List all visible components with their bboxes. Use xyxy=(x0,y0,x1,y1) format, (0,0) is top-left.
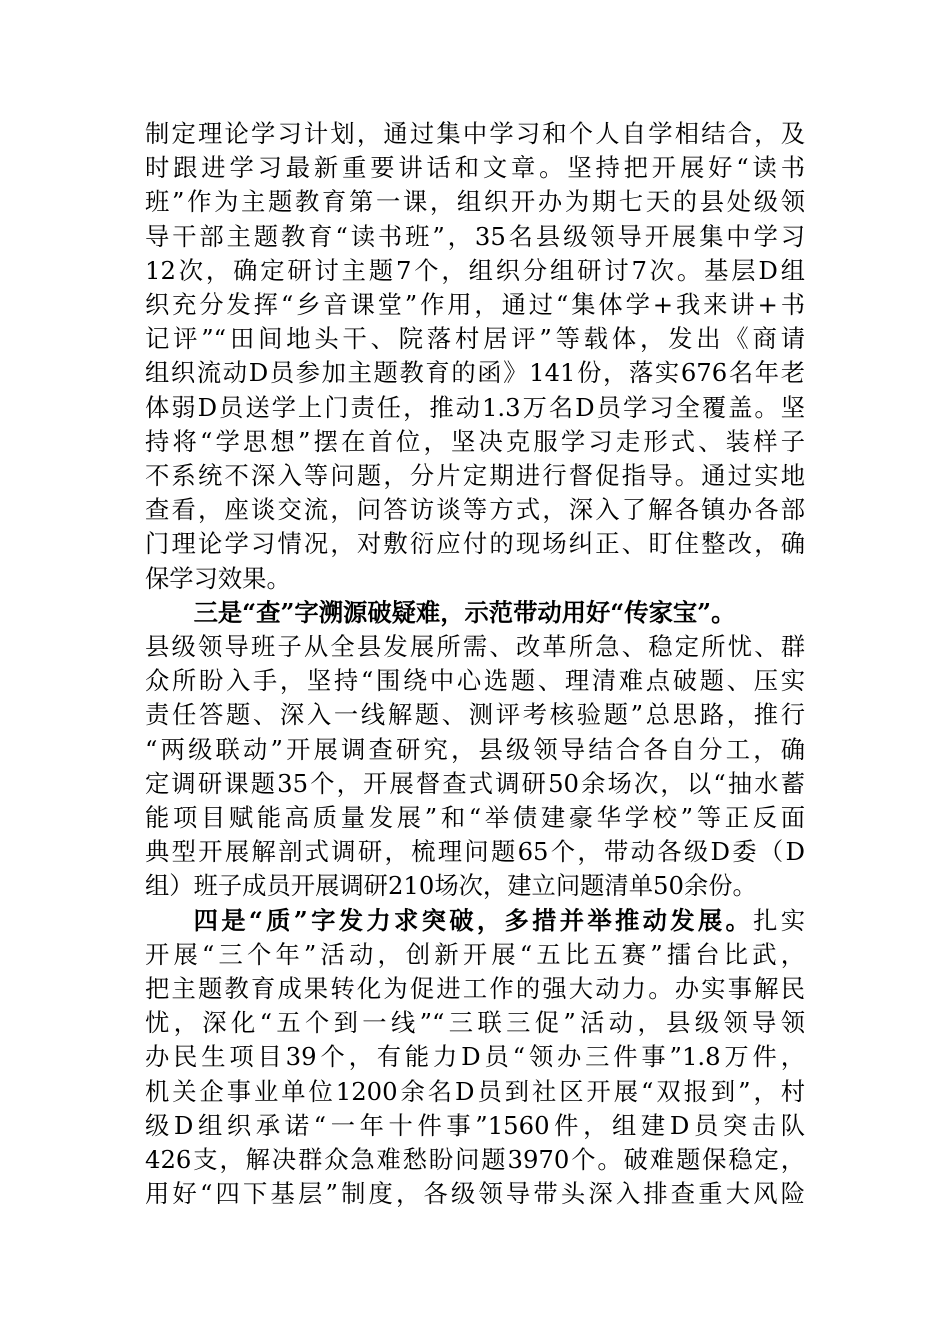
text-line: 持将“学思想”摆在首位，坚决克服学习走形式、装样子 xyxy=(145,426,805,456)
heading-tail-text: 扎实 xyxy=(753,905,805,935)
text-line: 办民生项目39个，有能力D员“领办三件事”1.8万件， xyxy=(145,1042,805,1072)
text-line: 能项目赋能高质量发展”和“举债建豪华学校”等正反面 xyxy=(145,803,805,833)
paragraph-investigation xyxy=(145,596,805,904)
text-line: 时跟进学习最新重要讲话和文章。坚持把开展好“读书 xyxy=(145,153,805,183)
text-line: 班”作为主题教育第一课，组织开办为期七天的县处级领 xyxy=(145,187,805,217)
text-line: 典型开展解剖式调研，梳理问题65个，带动各级D委（D xyxy=(145,837,805,867)
text-line: 定调研课题35个，开展督查式调研50余场次，以“抽水蓄 xyxy=(145,768,805,798)
paragraph-heading-line xyxy=(145,904,805,938)
text-line: 门理论学习情况，对敷衍应付的现场纠正、盯住整改，确 xyxy=(145,529,805,559)
text-line: 制定理论学习计划，通过集中学习和个人自学相结合，及 xyxy=(145,119,805,148)
text-line: 426支，解决群众急难愁盼问题3970个。破难题保稳定， xyxy=(145,1145,805,1175)
text-line: 不系统不深入等问题，分片定期进行督促指导。通过实地 xyxy=(145,461,805,491)
text-line: 组织流动D员参加主题教育的函》141份，落实676名年老 xyxy=(145,358,805,388)
paragraph-heading: 三是“查”字溯源破疑难，示范带动用好“传家宝”。 xyxy=(193,597,736,627)
text-line: 记评”“田间地头干、院落村居评”等载体，发出《商请 xyxy=(145,324,805,354)
text-line: 查看，座谈交流，问答访谈等方式，深入了解各镇办各部 xyxy=(145,495,805,525)
text-line: “两级联动”开展调查研究，县级领导结合各自分工，确 xyxy=(145,734,805,764)
text-line: 忧，深化“五个到一线”“三联三促”活动，县级领导领 xyxy=(145,1008,805,1038)
text-line: 开展“三个年”活动，创新开展“五比五赛”擂台比武， xyxy=(145,939,805,969)
paragraph-study-plan xyxy=(145,117,805,596)
text-line: 组）班子成员开展调研210场次，建立问题清单50余份。 xyxy=(145,871,757,901)
text-line: 众所盼入手，坚持“围绕中心选题、理清难点破题、压实 xyxy=(145,666,805,696)
document-page xyxy=(145,117,805,1212)
text-line: 机关企事业单位1200余名D员到社区开展“双报到”，村 xyxy=(145,1076,805,1106)
paragraph-quality xyxy=(145,904,805,1212)
text-line: 体弱D员送学上门责任，推动1.3万名D员学习全覆盖。坚 xyxy=(145,392,805,422)
paragraph-heading-line xyxy=(145,596,805,630)
text-line: 级D组织承诺“一年十件事”1560件，组建D员突击队 xyxy=(145,1110,805,1140)
paragraph-heading: 四是“质”字发力求突破，多措并举推动发展。 xyxy=(193,905,754,935)
text-line: 用好“四下基层”制度，各级领导带头深入排查重大风险 xyxy=(145,1179,805,1209)
text-line: 县级领导班子从全县发展所需、改革所急、稳定所忧、群 xyxy=(145,632,805,662)
text-line: 把主题教育成果转化为促进工作的强大动力。办实事解民 xyxy=(145,974,805,1004)
text-line: 责任答题、深入一线解题、测评考核验题”总思路，推行 xyxy=(145,700,805,730)
text-line: 导干部主题教育“读书班”，35名县级领导开展集中学习 xyxy=(145,221,805,251)
text-line: 12次，确定研讨主题7个，组织分组研讨7次。基层D组 xyxy=(145,255,805,285)
text-line: 织充分发挥“乡音课堂”作用，通过“集体学+我来讲+书 xyxy=(145,290,805,320)
text-line: 保学习效果。 xyxy=(145,563,291,593)
